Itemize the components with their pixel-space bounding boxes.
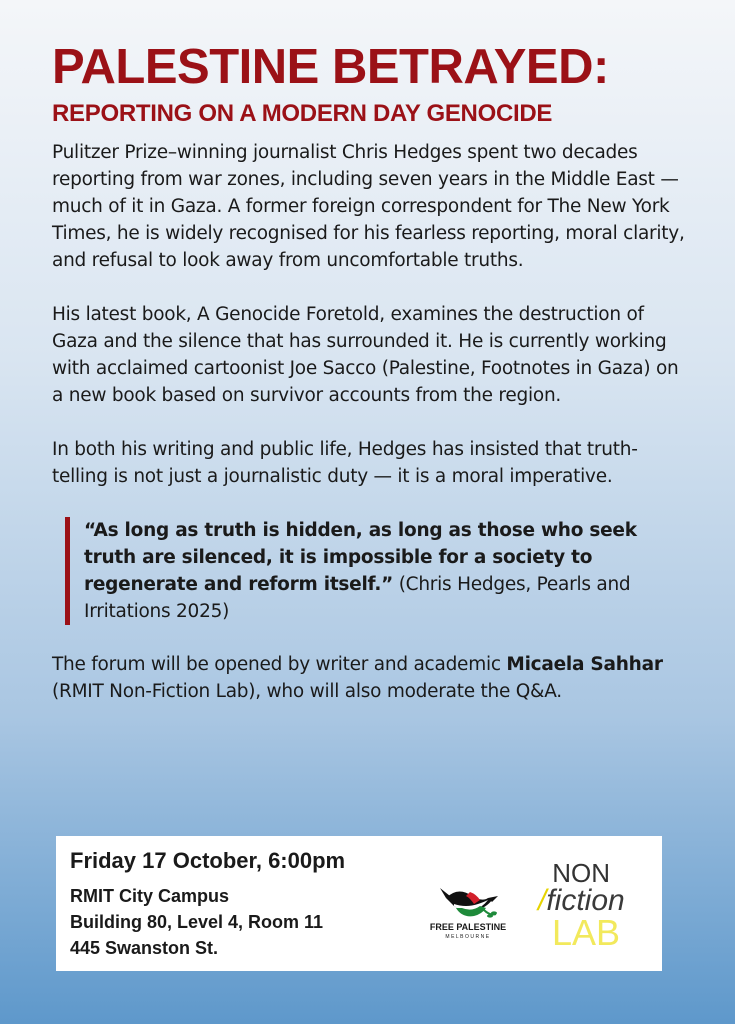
event-venue [70,883,323,961]
page-title: PALESTINE BETRAYED: [52,40,609,94]
free-palestine-logo-text: FREE PALESTINE [429,922,507,932]
venue-line: RMIT City Campus [70,886,230,906]
venue-line: Building 80, Level 4, Room 11 [70,912,324,932]
event-info-box [56,836,662,971]
moderator-name: Micaela Sahhar [506,654,663,675]
truth-paragraph: In both his writing and public life, Hedges has insisted that truth-telling is not just a journalistic duty — it is a moral imperative. [52,439,638,487]
nfl-non-text: NON [552,858,610,888]
venue-line: 445 Swanston St. [70,938,219,958]
nonfiction-lab-logo [534,858,644,953]
quote-text: “As long as truth is hidden, as long as those who seek truth are silenced, it is impossible for a society to regenerate and reform itself.” [84,520,637,595]
quote-attribution: (Chris Hedges, Pearls and Irritations 2025) [84,574,631,622]
nfl-lab-text: LAB [552,912,621,953]
book-paragraph: His latest book, A Genocide Foretold, examines the destruction of Gaza and the silence that has surrounded it. He is currently working with acclaimed cartoonist Joe Sacco (Palestine, Footnotes in Gaza) on a new book based on survivor accounts from the region. [52,304,679,406]
opener-paragraph [52,651,692,705]
pull-quote [65,517,692,625]
nfl-slash-text: / [538,884,547,917]
free-palestine-logo-subtext: MELBOURNE [445,934,491,940]
opener-prefix: The forum will be opened by writer and academic [52,654,501,675]
nfl-fiction-word: fiction [546,884,625,917]
page-subtitle: REPORTING ON A MODERN DAY GENOCIDE [52,100,553,127]
event-date: Friday 17 October, 6:00pm [70,848,346,873]
intro-paragraph: Pulitzer Prize–winning journalist Chris Hedges spent two decades reporting from war zones, including seven years in the Middle East — much of it in Gaza. A former foreign correspondent for The New York Times, he is widely recognised for his fearless reporting, moral clarity, and refusal to look away from uncomfortable truths. [52,142,685,271]
opener-suffix: (RMIT Non-Fiction Lab), who will also moderate the Q&A. [52,681,562,702]
flyer-body [52,40,692,705]
